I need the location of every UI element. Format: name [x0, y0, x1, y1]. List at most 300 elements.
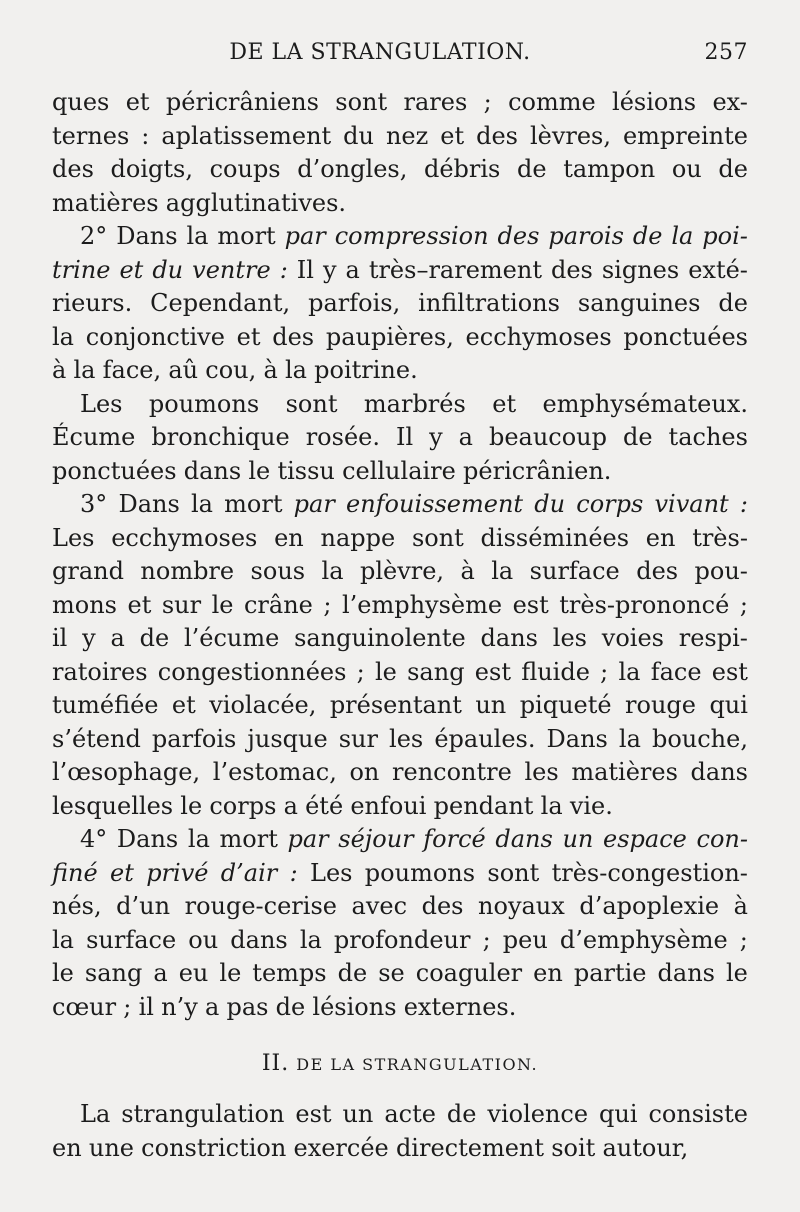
word: sont: [335, 88, 388, 116]
word: de: [446, 1100, 477, 1128]
word: bouche,: [651, 724, 748, 753]
text-line: [52, 890, 748, 924]
paragraph: [52, 388, 748, 489]
text-line: [52, 522, 748, 556]
word: signes: [601, 255, 680, 284]
word: violence: [487, 1100, 589, 1128]
text-line: [52, 153, 748, 187]
text-line: [52, 388, 748, 422]
italic-word: par: [287, 825, 329, 853]
italic-word: espace: [603, 825, 687, 853]
word: poitrine.: [314, 356, 418, 384]
word: la: [187, 825, 210, 853]
word: sur: [161, 590, 202, 619]
text-line: [52, 321, 748, 355]
italic-word: forcé: [423, 825, 486, 853]
word: s’étend: [52, 724, 141, 753]
word: il: [52, 624, 68, 652]
word: exercée: [293, 1133, 389, 1162]
text-line: [52, 455, 748, 489]
word: ecchymoses: [111, 523, 258, 552]
word: 2°: [80, 222, 108, 250]
word: lesquelles: [52, 791, 174, 820]
word: paupières,: [325, 322, 454, 351]
word: comme: [508, 88, 596, 116]
word: a: [110, 624, 125, 652]
word: péricrânien.: [463, 456, 612, 485]
word: parfois: [151, 724, 237, 753]
text-line: [52, 120, 748, 154]
word: à: [263, 356, 278, 384]
word: est: [474, 657, 511, 686]
word: surface: [529, 557, 620, 585]
word: pendant: [433, 791, 534, 820]
word: a: [458, 423, 473, 451]
word: des: [421, 892, 464, 920]
word: peu: [502, 925, 548, 954]
word: les: [552, 624, 587, 652]
word: dans: [690, 758, 748, 786]
word: ;: [482, 925, 491, 954]
text-line: [52, 488, 748, 522]
word: pou-: [694, 557, 748, 585]
word: en: [52, 1133, 82, 1162]
word: eu: [178, 959, 209, 987]
word: des: [52, 155, 94, 183]
italic-word: dans: [495, 825, 553, 853]
section-title: DE LA STRANGULATION.: [296, 1055, 539, 1074]
word: et: [127, 590, 152, 619]
word: avec: [351, 892, 408, 920]
text-line: [52, 86, 748, 120]
word: :: [141, 121, 150, 150]
word: congestionnées: [157, 657, 347, 686]
italic-word: poi-: [702, 222, 748, 250]
word: et: [236, 322, 261, 351]
word: sont: [487, 858, 540, 887]
word: Écume: [52, 423, 136, 451]
text-line: [52, 823, 748, 857]
text-line: [52, 555, 748, 589]
italic-word: et: [119, 255, 144, 284]
italic-word: séjour: [338, 825, 414, 853]
word: la: [73, 356, 96, 384]
word: agglutinatives.: [165, 188, 347, 217]
word: l’estomac,: [212, 758, 337, 786]
word: Les: [80, 389, 123, 418]
word: le: [374, 657, 397, 686]
body-text-continued: [52, 1098, 748, 1165]
text-line: [52, 1098, 748, 1132]
text-line: [52, 187, 748, 221]
word: l’œsophage,: [52, 758, 201, 786]
word: des: [636, 557, 679, 585]
word: sont: [411, 523, 464, 552]
text-line: [52, 656, 748, 690]
text-line: [52, 1132, 748, 1166]
word: ponctuées: [623, 322, 748, 351]
word: ;: [483, 88, 492, 116]
word: Dans: [116, 825, 179, 853]
word: sur: [338, 724, 378, 753]
word: les: [389, 724, 424, 753]
word: sang: [84, 959, 143, 987]
word: la: [284, 356, 307, 384]
word: tissu: [277, 456, 335, 485]
word: nez: [385, 121, 429, 150]
word: le: [180, 791, 203, 820]
word: très-prononcé: [559, 590, 730, 619]
word: Dans: [546, 724, 608, 753]
running-header: [52, 40, 748, 76]
word: de: [718, 155, 748, 183]
word: lèvres,: [529, 121, 611, 150]
word: à: [733, 892, 748, 920]
italic-word: trine: [52, 255, 111, 284]
word: le: [52, 959, 74, 987]
italic-word: corps: [576, 490, 644, 518]
word: d’ongles,: [297, 155, 408, 183]
word: à: [52, 356, 67, 384]
word: et: [171, 691, 196, 719]
word: temps: [252, 959, 327, 987]
word: rencontre: [392, 758, 512, 786]
body-text: [52, 86, 748, 1024]
word: nappe: [320, 523, 396, 552]
word: la: [491, 557, 514, 585]
word: conjonctive: [85, 322, 225, 351]
word: de: [622, 423, 653, 451]
word: un: [342, 1100, 374, 1128]
text-line: [52, 924, 748, 958]
text-line: [52, 421, 748, 455]
word: ex-: [712, 88, 748, 116]
word: la: [52, 322, 74, 351]
word: a: [345, 255, 360, 284]
word: a: [283, 791, 298, 820]
word: enfoui: [350, 791, 427, 820]
word: piqueté: [519, 691, 612, 719]
word: lésions: [612, 88, 697, 116]
italic-word: con-: [696, 825, 748, 853]
word: de: [517, 155, 547, 183]
word: du: [343, 121, 374, 150]
text-line: [52, 723, 748, 757]
word: Les: [52, 523, 95, 552]
paragraph: [52, 220, 748, 388]
word: rares: [403, 88, 468, 116]
italic-word: et: [110, 858, 134, 887]
text-line: [52, 220, 748, 254]
word: doigts,: [110, 155, 193, 183]
word: dans: [230, 925, 288, 954]
word: se: [378, 959, 405, 987]
word: sanguinolente: [294, 624, 466, 652]
word: jusque: [247, 724, 328, 753]
word: 4°: [80, 825, 108, 853]
word: ecchymoses: [465, 322, 612, 351]
italic-word: parois: [548, 222, 624, 250]
word: débris: [423, 155, 501, 183]
word: constriction: [141, 1133, 287, 1162]
word: Il: [296, 255, 314, 284]
word: ques: [52, 88, 110, 116]
word: y: [82, 624, 96, 652]
word: pas: [226, 992, 269, 1021]
word: dans: [183, 456, 242, 485]
word: rieurs.: [52, 289, 133, 317]
word: partie: [573, 959, 647, 987]
word: Dans: [118, 490, 180, 518]
word: le: [211, 590, 234, 619]
word: un: [475, 691, 507, 719]
word: est: [295, 1100, 332, 1128]
section-number: II.: [261, 1051, 290, 1076]
paragraph: [52, 86, 748, 220]
word: corps: [209, 791, 277, 820]
word: une: [88, 1133, 134, 1162]
text-line: [52, 689, 748, 723]
word: et: [440, 121, 465, 150]
word: matières: [52, 188, 159, 217]
word: été: [305, 791, 344, 820]
word: rouge: [625, 691, 696, 719]
word: mort: [219, 825, 278, 853]
word: le: [725, 959, 748, 987]
italic-word: d’air: [220, 858, 278, 887]
word: ternes: [52, 121, 130, 150]
word: emphysémateux.: [542, 389, 748, 418]
word: ou: [671, 155, 702, 183]
italic-word: la: [671, 222, 694, 250]
word: profondeur: [333, 925, 471, 954]
word: nés,: [52, 892, 102, 920]
word: la: [618, 657, 641, 686]
word: la: [540, 791, 563, 820]
italic-word: :: [739, 490, 748, 518]
word: est: [512, 590, 549, 619]
word: dans: [657, 959, 715, 987]
word: plèvre,: [359, 557, 445, 585]
word: de: [337, 959, 368, 987]
word: il: [138, 992, 154, 1021]
word: sous: [250, 557, 306, 585]
word: cellulaire: [342, 456, 456, 485]
word: cou,: [205, 356, 257, 384]
word: Les: [310, 858, 353, 887]
word: Cependant,: [150, 289, 291, 317]
word: grand: [52, 557, 124, 585]
paragraph: [52, 823, 748, 1024]
word: ;: [739, 925, 748, 954]
word: matières: [571, 758, 678, 786]
word: péricrâniens: [165, 88, 319, 116]
paragraph: [52, 488, 748, 823]
word: de: [718, 289, 748, 317]
word: La: [80, 1100, 111, 1128]
word: le: [248, 456, 271, 485]
word: d’un: [116, 892, 171, 920]
word: autour,: [602, 1133, 689, 1162]
italic-word: un: [562, 825, 594, 853]
paragraph: [52, 1098, 748, 1165]
word: coups: [209, 155, 281, 183]
word: l’emphysème: [341, 590, 503, 619]
word: directement: [395, 1133, 545, 1162]
word: la: [52, 925, 74, 954]
word: mort: [217, 222, 276, 250]
word: a: [153, 959, 168, 987]
word: sont: [285, 389, 338, 418]
word: et: [492, 389, 517, 418]
word: noyaux: [478, 892, 565, 920]
word: ou: [188, 925, 219, 954]
text-line: [52, 287, 748, 321]
word: ;: [323, 590, 332, 619]
word: dans: [480, 624, 538, 652]
word: qui: [599, 1100, 638, 1128]
page-number: 257: [704, 40, 748, 65]
word: en: [274, 523, 304, 552]
word: la: [299, 925, 322, 954]
word: Il: [395, 423, 414, 451]
word: épaules.: [434, 724, 536, 753]
italic-word: ventre: [192, 255, 271, 284]
word: marbrés: [363, 389, 466, 418]
word: fluide: [521, 657, 590, 686]
word: violacée,: [209, 691, 317, 719]
word: aplatissement: [161, 121, 332, 150]
word: soit: [551, 1133, 596, 1162]
word: très–rarement: [368, 255, 542, 284]
word: poumons: [364, 858, 476, 887]
word: mons: [52, 590, 117, 619]
word: ;: [739, 590, 748, 619]
word: sanguines: [577, 289, 701, 317]
word: des: [476, 121, 518, 150]
word: le: [219, 959, 242, 987]
word: lésions: [312, 992, 397, 1021]
word: consiste: [648, 1100, 748, 1128]
word: mort: [224, 490, 283, 518]
word: aû: [168, 356, 199, 384]
word: on: [349, 758, 380, 786]
italic-word: compression: [334, 222, 489, 250]
word: y: [429, 423, 443, 451]
word: voies: [601, 624, 664, 652]
word: exté-: [688, 255, 748, 284]
italic-word: des: [497, 222, 540, 250]
word: face,: [102, 356, 162, 384]
text-line: [52, 622, 748, 656]
word: l’écume: [183, 624, 280, 652]
text-line: [52, 857, 748, 891]
word: infiltrations: [418, 289, 560, 317]
word: Dans: [116, 222, 178, 250]
word: très-congestion-: [551, 858, 748, 887]
text-line: [52, 991, 748, 1025]
word: strangulation: [121, 1100, 285, 1128]
word: ;: [123, 992, 132, 1021]
word: des: [550, 255, 593, 284]
word: en: [533, 959, 563, 987]
word: cœur: [52, 992, 117, 1021]
italic-word: :: [279, 255, 288, 284]
word: présentant: [329, 691, 462, 719]
word: ;: [600, 657, 609, 686]
word: bronchique: [151, 423, 290, 451]
word: coaguler: [415, 959, 523, 987]
text-line: [52, 756, 748, 790]
italic-word: privé: [146, 858, 209, 887]
word: ;: [356, 657, 365, 686]
word: beaucoup: [488, 423, 607, 451]
word: poumons: [148, 389, 260, 418]
italic-word: du: [152, 255, 184, 284]
text-line: [52, 957, 748, 991]
italic-word: de: [632, 222, 663, 250]
word: des: [272, 322, 315, 351]
word: acte: [384, 1100, 436, 1128]
word: parfois,: [308, 289, 401, 317]
word: à: [460, 557, 475, 585]
word: tampon: [563, 155, 656, 183]
italic-word: par: [293, 490, 335, 518]
italic-word: vivant: [654, 490, 729, 518]
word: de: [139, 624, 170, 652]
running-title: DE LA STRANGULATION.: [229, 40, 531, 65]
text-line: [52, 354, 748, 388]
word: la: [321, 557, 344, 585]
text-line: [52, 254, 748, 288]
word: tuméfiée: [52, 691, 159, 719]
word: crâne: [243, 590, 313, 619]
text-line: [52, 589, 748, 623]
word: rosée.: [305, 423, 380, 451]
word: vie.: [569, 791, 613, 820]
word: la: [190, 490, 213, 518]
word: surface: [86, 925, 177, 954]
word: est: [711, 657, 748, 686]
italic-word: par: [284, 222, 326, 250]
word: très-: [692, 523, 748, 552]
word: en: [645, 523, 676, 552]
word: d’emphysème: [559, 925, 728, 954]
word: sang: [407, 657, 465, 686]
italic-word: finé: [52, 858, 98, 887]
word: ratoires: [52, 657, 148, 686]
word: de: [275, 992, 306, 1021]
italic-word: du: [534, 490, 566, 518]
word: n’y: [161, 992, 198, 1021]
word: empreinte: [622, 121, 748, 150]
word: la: [618, 724, 641, 753]
word: taches: [668, 423, 748, 451]
word: a: [204, 992, 220, 1021]
italic-word: :: [289, 858, 298, 887]
text-line: [52, 790, 748, 824]
word: ponctuées: [52, 456, 177, 485]
word: nombre: [140, 557, 235, 585]
word: y: [322, 255, 337, 284]
word: d’apoplexie: [579, 892, 720, 920]
word: 3°: [80, 490, 108, 518]
word: qui: [709, 691, 748, 719]
word: rouge-cerise: [184, 892, 337, 920]
word: et: [125, 88, 150, 116]
section-heading: [52, 1051, 748, 1076]
word: disséminées: [480, 523, 630, 552]
